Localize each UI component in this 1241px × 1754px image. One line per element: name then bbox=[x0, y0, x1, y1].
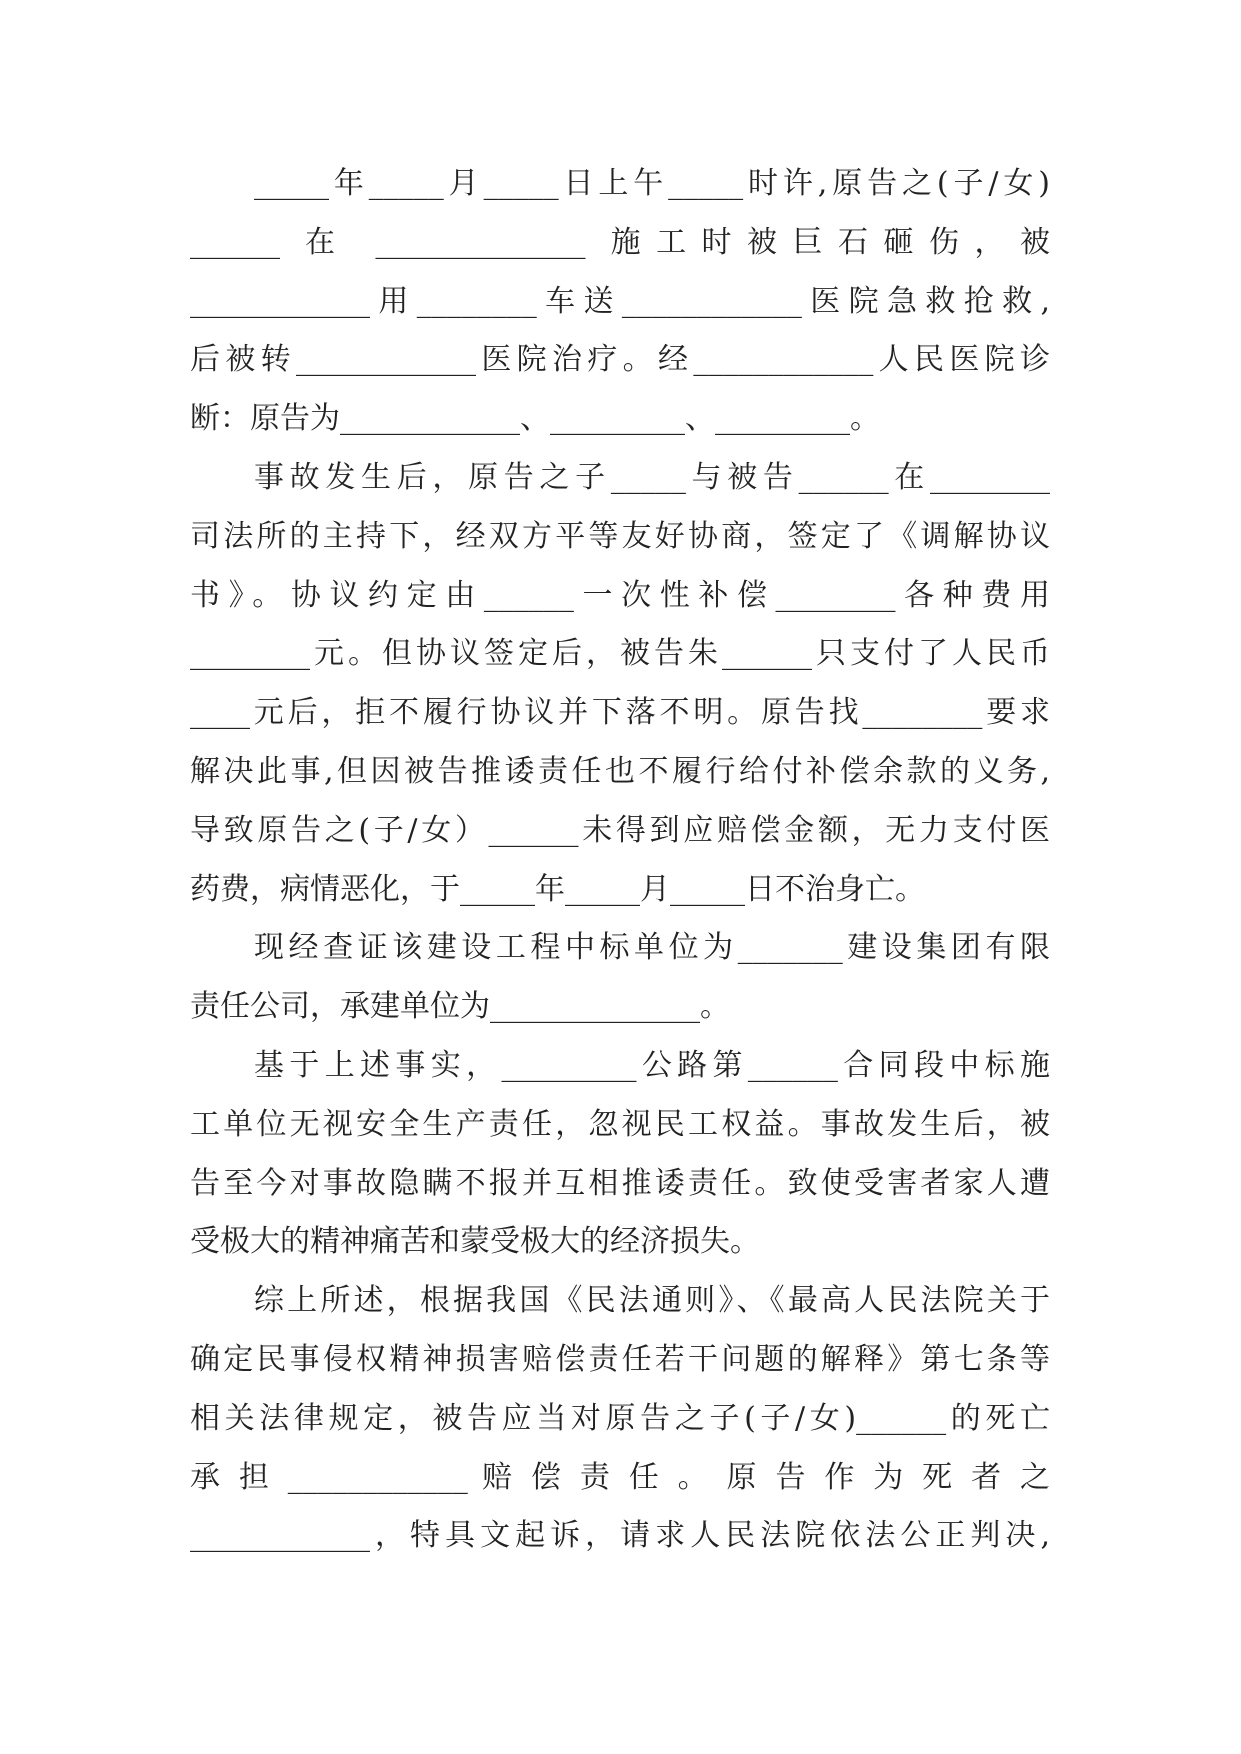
text-line: 解决此事,但因被告推诿责任也不履行给付补偿余款的义务, bbox=[190, 753, 1050, 789]
text-line: ________元。但协议签定后，被告朱______只支付了人民币 bbox=[190, 636, 1050, 672]
text-line: ____元后，拒不履行协议并下落不明。原告找________要求 bbox=[190, 695, 1050, 731]
text-line: 承 担 ____________ 赔 偿 责 任 。 原 告 作 为 死 者 之 bbox=[190, 1459, 1050, 1495]
text-line: 基于上述事实，_________公路第______合同段中标施 bbox=[254, 1047, 1050, 1083]
text-line: 工单位无视安全生产责任，忽视民工权益。事故发生后，被 bbox=[190, 1106, 1050, 1142]
paragraph-incident bbox=[190, 155, 1050, 449]
text-line: 药费，病情恶化，于_____年_____月_____日不治身亡。 bbox=[190, 871, 925, 907]
text-line: 司法所的主持下，经双方平等友好协商，签定了《调解协议 bbox=[190, 518, 1050, 554]
text-line: 书》。协议约定由______一次性补偿________各种费用 bbox=[190, 577, 1050, 613]
text-line: _____年_____月_____日上午_____时许,原告之(子/女) bbox=[254, 166, 1050, 201]
text-line: 责任公司，承建单位为______________。 bbox=[190, 989, 730, 1025]
text-line: 受极大的精神痛苦和蒙受极大的经济损失。 bbox=[190, 1224, 760, 1260]
text-line: 相关法律规定，被告应当对原告之子(子/女)______的死亡 bbox=[190, 1400, 1050, 1436]
text-line: 现经查证该建设工程中标单位为_______建设集团有限 bbox=[254, 930, 1050, 966]
paragraph-investigation bbox=[190, 919, 1050, 1037]
text-line: 告至今对事故隐瞒不报并互相推诿责任。致使受害者家人遭 bbox=[190, 1165, 1050, 1201]
text-line: 确定民事侵权精神损害赔偿责任若干问题的解释》第七条等 bbox=[190, 1341, 1050, 1377]
text-line: ____________用________车送____________医院急救抢救, bbox=[190, 283, 1050, 319]
text-line: ____________，特具文起诉，请求人民法院依法公正判决, bbox=[190, 1518, 1050, 1554]
text-line: ______ 在 ______________ 施工时被巨石砸伤，被 bbox=[190, 224, 1050, 260]
text-line: 导致原告之(子/女）______未得到应赔偿金额，无力支付医 bbox=[190, 812, 1050, 848]
paragraph-mediation bbox=[190, 449, 1050, 919]
document-page bbox=[190, 155, 1050, 1566]
paragraph-facts bbox=[190, 1037, 1050, 1272]
text-line: 后被转____________医院治疗。经____________人民医院诊 bbox=[190, 342, 1050, 378]
text-line: 综上所述，根据我国《民法通则》、《最高人民法院关于 bbox=[254, 1283, 1050, 1319]
text-line: 事故发生后，原告之子_____与被告______在________ bbox=[254, 459, 1050, 495]
paragraph-conclusion bbox=[190, 1272, 1050, 1566]
text-line: 断：原告为____________、_________、_________。 bbox=[190, 401, 880, 437]
